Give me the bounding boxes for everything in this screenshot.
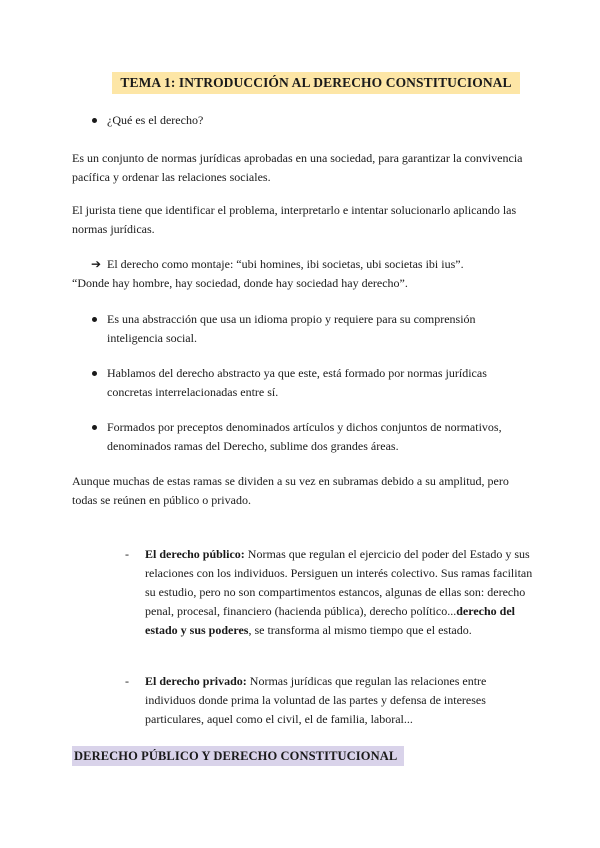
derecho-publico-text: Normas que regulan el ejercicio del poder del Estado y sus relaciones con los individuos. Persiguen un interés colectivo. Sus ramas facilitan su estudio, pero no son compartimentos estancos, algunas de ellas son: derecho penal, procesal, financiero (hacienda pública), derecho político...	[145, 547, 533, 618]
paragraph-branches: Aunque muchas de estas ramas se dividen a su vez en subramas debido a su amplitud, pero todas se reúnen en público o privado.	[72, 474, 509, 507]
bullet-dot	[92, 371, 97, 376]
derecho-publico-item	[145, 545, 535, 640]
bullet-item: Hablamos del derecho abstracto ya que este, está formado por normas jurídicas concretas interrelacionadas entre sí.	[107, 366, 487, 399]
derecho-privado-item	[145, 672, 505, 729]
derecho-publico-text-end: , se transforma al mismo tiempo que el estado.	[248, 623, 472, 637]
bullet-item: Formados por preceptos denominados artículos y dichos conjuntos de normativos, denominados ramas del Derecho, sublime dos grandes áreas.	[107, 420, 502, 453]
dash-marker: -	[125, 674, 129, 688]
paragraph-jurist: El jurista tiene que identificar el problema, interpretarlo e intentar solucionarlo aplicando las normas jurídicas.	[72, 203, 517, 236]
arrow-icon: ➔	[91, 257, 102, 271]
bullet-dot	[92, 118, 97, 123]
paragraph-definition: Es un conjunto de normas jurídicas aprobadas en una sociedad, para garantizar la convivencia pacífica y ordenar las relaciones sociales.	[72, 151, 523, 184]
bullet-item: Es una abstracción que usa un idioma propio y requiere para su comprensión inteligencia social.	[107, 312, 476, 345]
derecho-publico-label: El derecho público:	[145, 547, 245, 561]
derecho-publico-bold: derecho del estado y sus poderes	[145, 604, 515, 637]
dash-marker: -	[125, 547, 129, 561]
bullet-dot	[92, 425, 97, 430]
derecho-privado-label: El derecho privado:	[145, 674, 247, 688]
quote-translation: “Donde hay hombre, hay sociedad, donde hay sociedad hay derecho”.	[72, 276, 408, 290]
arrow-text: El derecho como montaje: “ubi homines, ibi societas, ubi societas ibi ius”.	[107, 257, 464, 271]
bullet-dot	[92, 317, 97, 322]
page-title: TEMA 1: INTRODUCCIÓN AL DERECHO CONSTITUCIONAL	[112, 72, 520, 94]
derecho-privado-text: Normas jurídicas que regulan las relaciones entre individuos donde prima la voluntad de las partes y defensa de intereses particulares, aquel como el civil, el de familia, laboral...	[145, 674, 487, 726]
question-text: ¿Qué es el derecho?	[107, 113, 204, 127]
section-heading: DERECHO PÚBLICO Y DERECHO CONSTITUCIONAL	[72, 746, 404, 766]
